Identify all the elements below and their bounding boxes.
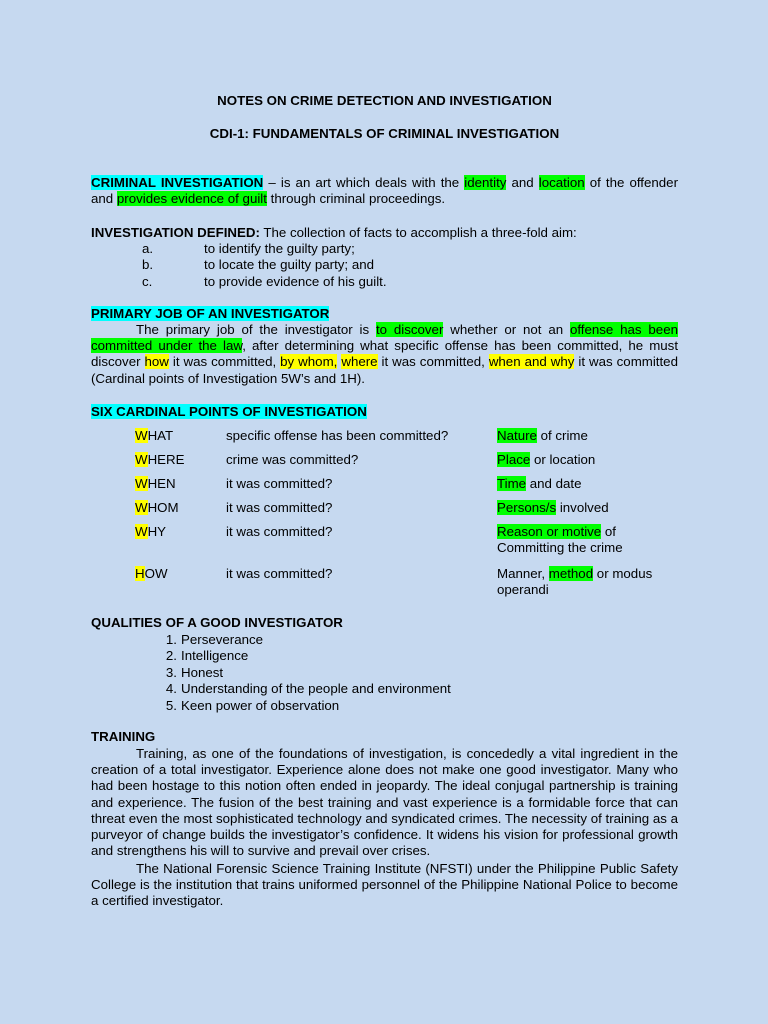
list-item: c. to provide evidence of his guilt. [142,273,387,289]
list-item: 1. Perseverance [165,632,264,647]
document-subtitle: CDI-1: FUNDAMENTALS OF CRIMINAL INVESTIGATION [209,126,560,141]
criminal-investigation-term: CRIMINAL INVESTIGATION [91,175,264,190]
list-item: b. to locate the guilty party; and [142,257,375,273]
primary-job-paragraph: The primary job of the investigator is to discover whether or not an offense has been committed under the law, after determining what specific offense has been committed, he must discover how it was committed, by whom, where it was committed, when and why it was committed (Cardinal points of Investigation 5W’s and 1H). [91,322,679,386]
training-paragraph-1: Training, as one of the foundations of investigation, is concededly a vital ingredient in the creation of a total investigator. Experience alone does not make one good investigator. Many who had been hostage to this notion often ended in jeopardy. The ideal conjugal partnership is training and experience. The fusion of the best training and vast experience is a formidable force that can threat even the most sophisticated technology and syndicated crimes. The necessity of training as a purveyor of change builds the investigator’s confidence. It widens his vision for professional growth and strengthens his will to survive and prevail over crises. [91,746,678,859]
aim-list [91,241,678,291]
highlight-location: location [538,175,585,190]
document-title: NOTES ON CRIME DETECTION AND INVESTIGATION [217,93,552,108]
training-heading: TRAINING [91,729,156,744]
training-paragraph-2: The National Forensic Science Training Institute (NFSTI) under the Philippine Public Safety College is the institution that trains uniformed personnel of the Philippine National Police to become a certified investigator. [91,861,678,909]
list-item: 2. Intelligence [165,648,249,664]
six-cardinal-heading: SIX CARDINAL POINTS OF INVESTIGATION [91,404,367,419]
list-item: 3. Honest [165,664,224,680]
investigation-defined-paragraph: INVESTIGATION DEFINED: The collection of facts to accomplish a three-fold aim: [91,225,577,240]
document-page: NOTES ON CRIME DETECTION AND INVESTIGATION CDI-1: FUNDAMENTALS OF CRIMINAL INVESTIGATION CRIMINAL INVESTIGATION – is an art which deals with the identity and location of the offender and provides evidence of guilt through criminal proceedings. INVESTIGATION DEFINED: The collection of facts to accomplish a three-fold aim: a. to identify the guilty party; b. to locate the guilty party; and c. to provide evidence of his guilt. PRIMARY JOB OF AN INVESTIGATOR The primary job of the investigator is to discover whether or not an offense has been committed under the law, after determining what specific offense has been committed, he must discover how it was committed, by whom, where it was committed, when and why it was committed (Cardinal points of Investigation 5W’s and 1H). SIX CARDINAL POINTS OF INVESTIGATION WHAT specific offense has been committed? Nature of crime WHERE crime was committed? Place or location WHEN it was committed? Time and date WHOM it was committed? Persons/s involved WHY it was committed? Reason or motive of Committing the crime HOW it was committed? Manner, method or modus operandi QUALITIES OF A GOOD INVESTIGATOR 1. Perseverance 2. Intelligence 3. Honest 4. Understanding of the people and environment 5. Keen power of observation TRAINING Training, as one of the foundations of investigation, is concededly a vital ingredient in the creation of a total investigator. Experience alone does not make one good investigator. Many who had been hostage to this notion often ended in jeopardy. The ideal conjugal partnership is training and experience. The fusion of the best training and vast experience is a formidable force that can threat even the most sophisticated technology and syndicated crimes. The necessity of training as a purveyor of change builds the investigator’s confidence. It widens his vision for professional growth and strengthens his will to survive and prevail over crises. The National Forensic Science Training Institute (NFSTI) under the Philippine Public Safety College is the institution that trains uniformed personnel of the Philippine National Police to become a certified investigator. [91,93,679,909]
list-item: a. to identify the guilty party; [142,241,355,256]
list-item: 5. Keen power of observation [165,697,340,713]
primary-job-heading: PRIMARY JOB OF AN INVESTIGATOR [91,306,330,321]
qualities-list [91,632,678,716]
investigation-defined-term: INVESTIGATION DEFINED: [91,225,260,240]
qualities-heading: QUALITIES OF A GOOD INVESTIGATOR [91,615,343,630]
highlight-identity: identity [464,175,507,190]
list-item: 4. Understanding of the people and environment [165,681,451,697]
highlight-evidence: provides evidence of guilt [116,191,267,207]
criminal-investigation-paragraph: CRIMINAL INVESTIGATION – is an art which deals with the identity and location of the offender and provides evidence of guilt through criminal proceedings. [91,175,679,207]
